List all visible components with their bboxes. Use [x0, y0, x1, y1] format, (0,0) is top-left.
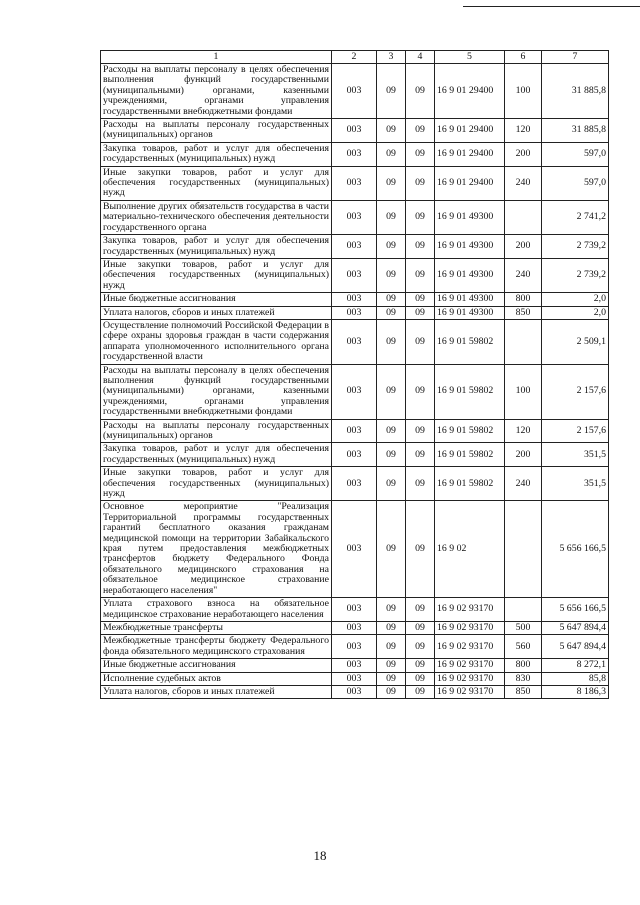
cell-admin-code: 003	[332, 64, 377, 119]
cell-amount: 2,0	[542, 306, 609, 319]
cell-amount: 5 656 166,5	[542, 598, 609, 622]
cell-subsection: 09	[406, 621, 435, 634]
table-row	[101, 235, 609, 259]
cell-subsection: 09	[406, 635, 435, 659]
cell-amount: 31 885,8	[542, 119, 609, 143]
cell-expense-type: 120	[505, 119, 542, 143]
cell-target-article: 16 9 01 29400	[435, 119, 505, 143]
table-row	[101, 319, 609, 364]
table-row	[101, 364, 609, 419]
cell-amount: 8 272,1	[542, 659, 609, 672]
cell-expense-type: 240	[505, 467, 542, 501]
cell-section: 09	[377, 235, 406, 259]
cell-admin-code: 003	[332, 685, 377, 698]
header-col-subsection: 4	[406, 51, 435, 64]
cell-expense-type: 240	[505, 166, 542, 200]
table-row	[101, 293, 609, 306]
cell-admin-code: 003	[332, 293, 377, 306]
cell-admin-code: 003	[332, 364, 377, 419]
cell-section: 09	[377, 621, 406, 634]
table-row	[101, 501, 609, 598]
cell-section: 09	[377, 443, 406, 467]
cell-expense-type: 830	[505, 672, 542, 685]
header-col-target: 5	[435, 51, 505, 64]
cell-admin-code: 003	[332, 142, 377, 166]
cell-section: 09	[377, 293, 406, 306]
table-row	[101, 635, 609, 659]
cell-name: Иные закупки товаров, работ и услуг для обеспечения государственных (муниципальных) нужд	[101, 166, 332, 200]
cell-expense-type: 500	[505, 621, 542, 634]
cell-expense-type: 800	[505, 659, 542, 672]
cell-subsection: 09	[406, 64, 435, 119]
cell-name: Выполнение других обязательств государства в части материально-технического обеспечения деятельности государственного органа	[101, 200, 332, 234]
table-row	[101, 621, 609, 634]
cell-section: 09	[377, 598, 406, 622]
cell-subsection: 09	[406, 501, 435, 598]
cell-subsection: 09	[406, 419, 435, 443]
header-col-section: 3	[377, 51, 406, 64]
cell-expense-type: 800	[505, 293, 542, 306]
cell-admin-code: 003	[332, 467, 377, 501]
cell-subsection: 09	[406, 598, 435, 622]
cell-target-article: 16 9 01 59802	[435, 364, 505, 419]
cell-expense-type: 120	[505, 419, 542, 443]
cell-target-article: 16 9 02 93170	[435, 659, 505, 672]
cell-section: 09	[377, 685, 406, 698]
cell-name: Расходы на выплаты персоналу государственных (муниципальных) органов	[101, 419, 332, 443]
cell-section: 09	[377, 64, 406, 119]
cell-amount: 597,0	[542, 166, 609, 200]
cell-target-article: 16 9 01 59802	[435, 467, 505, 501]
table-row	[101, 258, 609, 292]
cell-section: 09	[377, 119, 406, 143]
table-row	[101, 598, 609, 622]
cell-subsection: 09	[406, 319, 435, 364]
cell-expense-type	[505, 598, 542, 622]
cell-admin-code: 003	[332, 419, 377, 443]
cell-name: Уплата страхового взноса на обязательное медицинское страхование неработающего населения	[101, 598, 332, 622]
cell-name: Исполнение судебных актов	[101, 672, 332, 685]
cell-amount: 85,8	[542, 672, 609, 685]
cell-name: Иные закупки товаров, работ и услуг для обеспечения государственных (муниципальных) нужд	[101, 258, 332, 292]
header-col-amount: 7	[542, 51, 609, 64]
cell-amount: 2 739,2	[542, 235, 609, 259]
cell-subsection: 09	[406, 293, 435, 306]
cell-target-article: 16 9 01 49300	[435, 235, 505, 259]
cell-subsection: 09	[406, 200, 435, 234]
cell-section: 09	[377, 672, 406, 685]
cell-expense-type	[505, 501, 542, 598]
cell-name: Основное мероприятие "Реализация Территориальной программы государственных гарантий бесплатного оказания гражданам медицинской помощи на территории Забайкальского края путем предоставления межбюджетных трансфертов бюджету Федерального Фонда обязательного медицинского страхования на обязательное медицинское страхование неработающего населения"	[101, 501, 332, 598]
cell-admin-code: 003	[332, 598, 377, 622]
table-row	[101, 200, 609, 234]
header-col-code: 2	[332, 51, 377, 64]
cell-amount: 2 157,6	[542, 364, 609, 419]
table-row	[101, 685, 609, 698]
cell-target-article: 16 9 01 59802	[435, 443, 505, 467]
cell-section: 09	[377, 306, 406, 319]
cell-amount: 5 647 894,4	[542, 635, 609, 659]
cell-target-article: 16 9 02 93170	[435, 685, 505, 698]
cell-section: 09	[377, 501, 406, 598]
cell-expense-type: 100	[505, 364, 542, 419]
cell-target-article: 16 9 01 29400	[435, 64, 505, 119]
table-row	[101, 672, 609, 685]
cell-target-article: 16 9 01 49300	[435, 258, 505, 292]
cell-subsection: 09	[406, 235, 435, 259]
cell-target-article: 16 9 01 49300	[435, 293, 505, 306]
cell-subsection: 09	[406, 672, 435, 685]
cell-amount: 31 885,8	[542, 64, 609, 119]
cell-name: Расходы на выплаты персоналу государственных (муниципальных) органов	[101, 119, 332, 143]
cell-admin-code: 003	[332, 672, 377, 685]
cell-subsection: 09	[406, 166, 435, 200]
cell-name: Расходы на выплаты персоналу в целях обеспечения выполнения функций государственными (муниципальными) органами, казенными учреждениями, органами управления государственными внебюджетными фондами	[101, 364, 332, 419]
cell-target-article: 16 9 01 49300	[435, 306, 505, 319]
cell-admin-code: 003	[332, 501, 377, 598]
cell-amount: 5 656 166,5	[542, 501, 609, 598]
header-col-type: 6	[505, 51, 542, 64]
cell-amount: 351,5	[542, 443, 609, 467]
cell-admin-code: 003	[332, 235, 377, 259]
cell-name: Иные бюджетные ассигнования	[101, 293, 332, 306]
cell-expense-type: 200	[505, 443, 542, 467]
cell-name: Закупка товаров, работ и услуг для обеспечения государственных (муниципальных) нужд	[101, 235, 332, 259]
cell-admin-code: 003	[332, 200, 377, 234]
table-row	[101, 467, 609, 501]
cell-section: 09	[377, 635, 406, 659]
cell-section: 09	[377, 364, 406, 419]
table-row	[101, 659, 609, 672]
cell-amount: 2 739,2	[542, 258, 609, 292]
table-header-row	[101, 51, 609, 64]
cell-name: Уплата налогов, сборов и иных платежей	[101, 685, 332, 698]
cell-target-article: 16 9 02 93170	[435, 621, 505, 634]
cell-section: 09	[377, 200, 406, 234]
cell-target-article: 16 9 01 59802	[435, 319, 505, 364]
cell-expense-type: 240	[505, 258, 542, 292]
cell-expense-type: 200	[505, 142, 542, 166]
cell-target-article: 16 9 01 59802	[435, 419, 505, 443]
cell-admin-code: 003	[332, 166, 377, 200]
table-row	[101, 142, 609, 166]
cell-expense-type: 850	[505, 685, 542, 698]
cell-admin-code: 003	[332, 119, 377, 143]
cell-section: 09	[377, 142, 406, 166]
cell-name: Расходы на выплаты персоналу в целях обеспечения выполнения функций государственными (муниципальными) органами, казенными учреждениями, органами управления государственными внебюджетными фондами	[101, 64, 332, 119]
cell-target-article: 16 9 02	[435, 501, 505, 598]
cell-name: Закупка товаров, работ и услуг для обеспечения государственных (муниципальных) нужд	[101, 443, 332, 467]
table-row	[101, 306, 609, 319]
cell-section: 09	[377, 166, 406, 200]
page-number: 18	[313, 848, 327, 863]
cell-expense-type	[505, 319, 542, 364]
cell-admin-code: 003	[332, 621, 377, 634]
cell-amount: 2 509,1	[542, 319, 609, 364]
table-row	[101, 119, 609, 143]
cell-expense-type: 200	[505, 235, 542, 259]
cell-section: 09	[377, 467, 406, 501]
table-row	[101, 419, 609, 443]
cell-target-article: 16 9 02 93170	[435, 635, 505, 659]
cell-admin-code: 003	[332, 319, 377, 364]
cell-subsection: 09	[406, 258, 435, 292]
cell-target-article: 16 9 02 93170	[435, 672, 505, 685]
cell-subsection: 09	[406, 364, 435, 419]
table-body	[101, 64, 609, 699]
cell-expense-type	[505, 200, 542, 234]
cell-amount: 2 741,2	[542, 200, 609, 234]
cell-name: Межбюджетные трансферты	[101, 621, 332, 634]
cell-target-article: 16 9 01 29400	[435, 166, 505, 200]
cell-subsection: 09	[406, 659, 435, 672]
cell-section: 09	[377, 258, 406, 292]
cell-amount: 2 157,6	[542, 419, 609, 443]
cell-subsection: 09	[406, 306, 435, 319]
table-row	[101, 166, 609, 200]
cell-subsection: 09	[406, 443, 435, 467]
cell-target-article: 16 9 01 29400	[435, 142, 505, 166]
cell-name: Иные бюджетные ассигнования	[101, 659, 332, 672]
cell-target-article: 16 9 02 93170	[435, 598, 505, 622]
cell-expense-type: 100	[505, 64, 542, 119]
cell-amount: 8 186,3	[542, 685, 609, 698]
cell-admin-code: 003	[332, 659, 377, 672]
cell-admin-code: 003	[332, 635, 377, 659]
cell-section: 09	[377, 419, 406, 443]
cell-admin-code: 003	[332, 443, 377, 467]
cell-target-article: 16 9 01 49300	[435, 200, 505, 234]
top-rule	[463, 6, 640, 7]
cell-name: Межбюджетные трансферты бюджету Федерального фонда обязательного медицинского страхования	[101, 635, 332, 659]
cell-subsection: 09	[406, 467, 435, 501]
cell-subsection: 09	[406, 685, 435, 698]
cell-expense-type: 850	[505, 306, 542, 319]
cell-name: Иные закупки товаров, работ и услуг для обеспечения государственных (муниципальных) нужд	[101, 467, 332, 501]
cell-name: Закупка товаров, работ и услуг для обеспечения государственных (муниципальных) нужд	[101, 142, 332, 166]
cell-amount: 597,0	[542, 142, 609, 166]
cell-section: 09	[377, 659, 406, 672]
cell-expense-type: 560	[505, 635, 542, 659]
cell-subsection: 09	[406, 142, 435, 166]
table-row	[101, 64, 609, 119]
cell-name: Уплата налогов, сборов и иных платежей	[101, 306, 332, 319]
cell-admin-code: 003	[332, 258, 377, 292]
cell-amount: 5 647 894,4	[542, 621, 609, 634]
table-row	[101, 443, 609, 467]
cell-amount: 2,0	[542, 293, 609, 306]
cell-section: 09	[377, 319, 406, 364]
cell-name: Осуществление полномочий Российской Федерации в сфере охраны здоровья граждан в части содержания аппарата уполномоченного исполнительного органа государственной власти	[101, 319, 332, 364]
header-col-name: 1	[101, 51, 332, 64]
cell-admin-code: 003	[332, 306, 377, 319]
budget-table	[100, 50, 609, 699]
cell-amount: 351,5	[542, 467, 609, 501]
cell-subsection: 09	[406, 119, 435, 143]
